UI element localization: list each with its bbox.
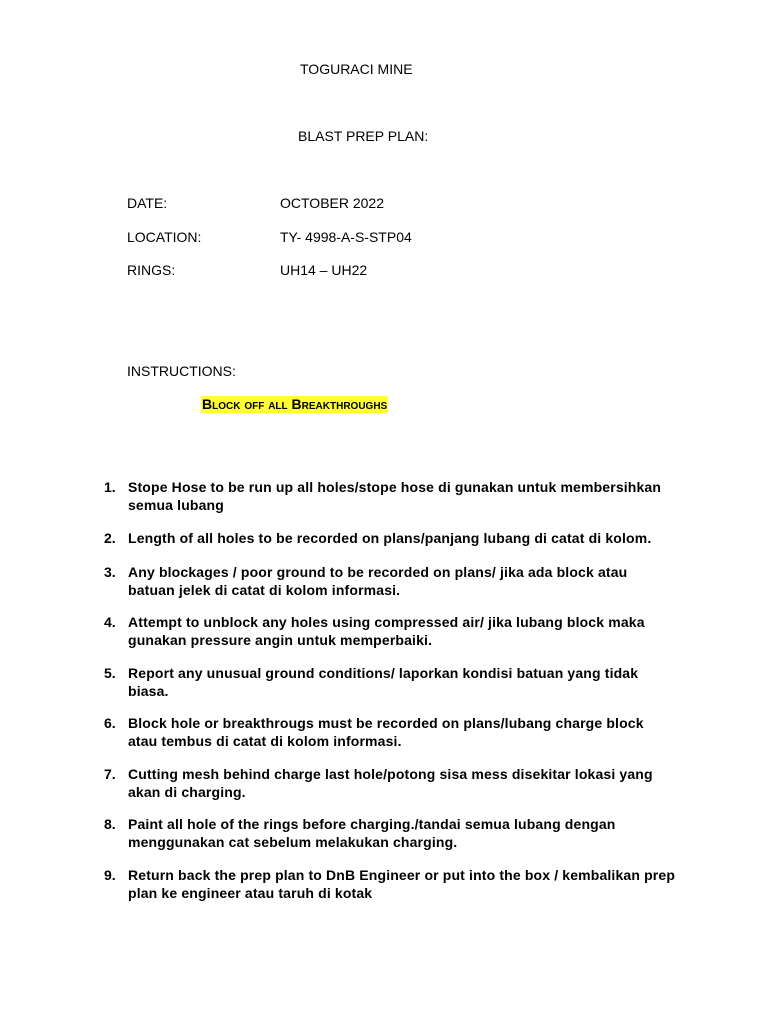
list-text-line2: atau tembus di catat di kolom informasi. bbox=[128, 733, 402, 749]
highlighted-instruction: Block off all Breakthroughs bbox=[202, 396, 388, 412]
date-label: DATE: bbox=[127, 195, 168, 211]
list-text-line1: Attempt to unblock any holes using compressed air/ jika lubang block maka bbox=[128, 614, 645, 630]
location-label: LOCATION: bbox=[127, 229, 202, 245]
list-number: 8. bbox=[104, 816, 116, 832]
date-value: OCTOBER 2022 bbox=[280, 195, 385, 211]
document-subtitle: BLAST PREP PLAN: bbox=[298, 128, 429, 144]
list-number: 1. bbox=[104, 479, 116, 495]
list-text-line1: Paint all hole of the rings before charging./tandai semua lubang dengan bbox=[128, 816, 616, 832]
document-title: TOGURACI MINE bbox=[300, 61, 413, 77]
list-text-line2: biasa. bbox=[128, 683, 169, 699]
list-text-line1: Any blockages / poor ground to be recorded on plans/ jika ada block atau bbox=[128, 564, 628, 580]
list-text-line1: Length of all holes to be recorded on plans/panjang lubang di catat di kolom. bbox=[128, 530, 652, 546]
list-text-line1: Block hole or breakthrougs must be recorded on plans/lubang charge block bbox=[128, 715, 644, 731]
list-text-line1: Return back the prep plan to DnB Engineer or put into the box / kembalikan prep bbox=[128, 867, 676, 883]
list-text-line1: Cutting mesh behind charge last hole/potong sisa mess disekitar lokasi yang bbox=[128, 766, 653, 782]
list-number: 2. bbox=[104, 530, 116, 546]
list-number: 5. bbox=[104, 665, 116, 681]
instructions-heading: INSTRUCTIONS: bbox=[127, 363, 236, 379]
location-value: TY- 4998-A-S-STP04 bbox=[280, 229, 412, 245]
list-text-line2: gunakan pressure angin untuk memperbaiki. bbox=[128, 632, 433, 648]
list-text-line2: semua lubang bbox=[128, 497, 224, 513]
list-text-line1: Report any unusual ground conditions/ laporkan kondisi batuan yang tidak bbox=[128, 665, 639, 681]
list-number: 7. bbox=[104, 766, 116, 782]
list-number: 6. bbox=[104, 715, 116, 731]
list-number: 9. bbox=[104, 867, 116, 883]
list-number: 4. bbox=[104, 614, 116, 630]
list-number: 3. bbox=[104, 564, 116, 580]
rings-label: RINGS: bbox=[127, 262, 176, 278]
list-text-line2: akan di charging. bbox=[128, 784, 246, 800]
list-text-line2: menggunakan cat sebelum melakukan charging. bbox=[128, 834, 458, 850]
list-text-line1: Stope Hose to be run up all holes/stope hose di gunakan untuk membersihkan bbox=[128, 479, 662, 495]
list-text-line2: batuan jelek di catat di kolom informasi. bbox=[128, 582, 401, 598]
rings-value: UH14 – UH22 bbox=[280, 262, 368, 278]
list-text-line2: plan ke engineer atau taruh di kotak bbox=[128, 885, 373, 901]
